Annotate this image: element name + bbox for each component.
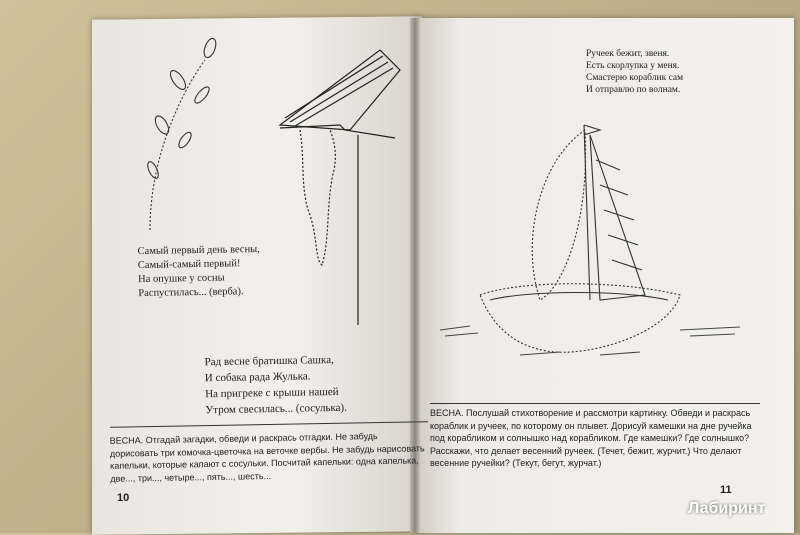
- poem-willow: Самый первый день весны, Самый-самый первый! На опушке у сосны Распустилась... (верба).: [137, 243, 260, 300]
- roof-icicle-drawing: [280, 50, 400, 325]
- right-task-text: ВЕСНА. Послушай стихотворение и рассмотри картинку. Обведи и раскрась кораблик и ручеек, по которому он плывет. Дорисуй камешки на дне ручейка под корабликом и солнышко над корабликом. Где камешки? Где солнышко? Расскажи, что делает весенний ручеек. (Течет, бежит, журчит.) Что делают весенние ручейки? (Текут, бегут, журчат.): [430, 408, 752, 468]
- willow-branch-drawing: [146, 37, 219, 230]
- page-number-right: 11: [720, 484, 732, 496]
- poem-stream: Ручеек бежит, звеня. Есть скорлупка у меня. Смастерю кораблик сам И отправлю по волнам.: [586, 49, 684, 95]
- sailboat-drawing: [440, 125, 740, 355]
- watermark-logo: Лабиринт: [688, 500, 766, 517]
- right-divider: [430, 403, 760, 404]
- poem-icicle: Рад весне братишка Сашка, И собака рада Жулька. На пригреке с крыши нашей Утром свесилась... (сосулька).: [204, 353, 348, 417]
- left-task-text: ВЕСНА. Отгадай загадки, обведи и раскрась отгадки. Не забудь дорисовать три комочка-цветочка на веточке вербы. Не забудь нарисовать капельки, которые капают с сосульки. Посчитай капельки: одна капелька, две..., три..., четыре..., пять..., шесть...: [109, 431, 425, 484]
- page-number-left: 10: [117, 492, 130, 504]
